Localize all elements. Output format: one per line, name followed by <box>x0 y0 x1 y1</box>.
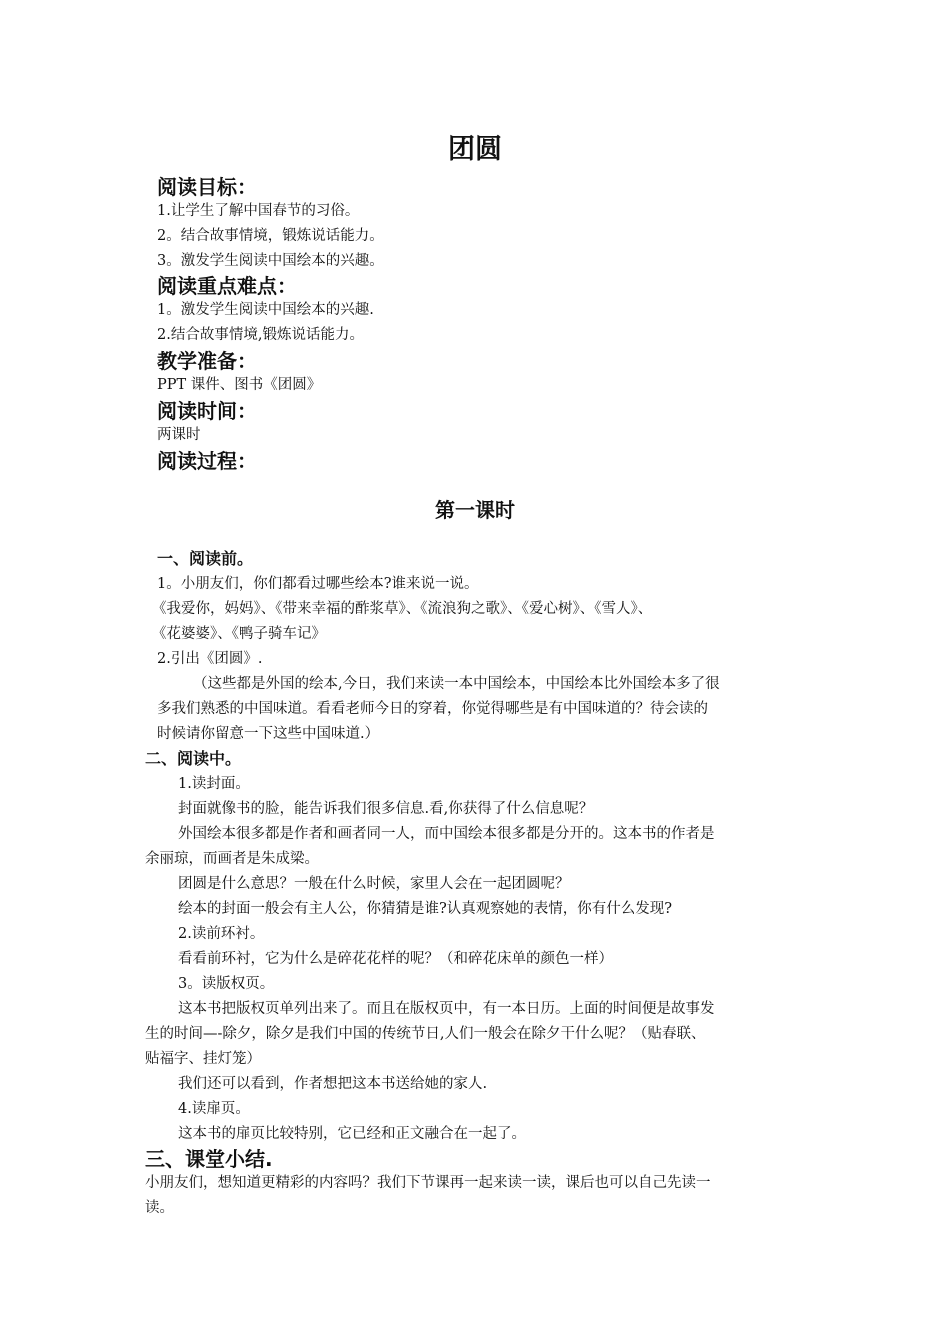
goal-item-1: 1.让学生了解中国春节的习俗。 <box>157 203 360 219</box>
before-line-3: 《花婆婆》、《鸭子骑车记》 <box>152 626 326 642</box>
time-heading: 阅读时间： <box>157 399 257 423</box>
during-line-3: 外国绘本很多都是作者和画者同一人，而中国绘本很多都是分开的。这本书的作者是 <box>178 826 715 842</box>
during-line-7: 2.读前环衬。 <box>178 926 265 942</box>
key-point-2: 2.结合故事情境,锻炼说话能力。 <box>157 327 364 343</box>
during-line-13: 我们还可以看到，作者想把这本书送给她的家人. <box>178 1076 488 1092</box>
document-title: 团圆 <box>448 134 502 165</box>
during-line-15: 这本书的扉页比较特别，它已经和正文融合在一起了。 <box>178 1126 526 1142</box>
before-line-1: 1。小朋友们，你们都看过哪些绘本?谁来说一说。 <box>157 576 479 592</box>
during-line-12: 贴福字、挂灯笼） <box>145 1051 261 1067</box>
goals-heading: 阅读目标： <box>157 175 257 199</box>
before-line-7: 时候请你留意一下这些中国味道.） <box>157 726 380 742</box>
key-points-heading: 阅读重点难点： <box>157 274 297 298</box>
goal-item-2: 2。结合故事情境，锻炼说话能力。 <box>157 228 384 244</box>
before-line-2: 《我爱你，妈妈》、《带来幸福的酢浆草》、《流浪狗之歌》、《爱心树》、《雪人》、 <box>152 601 653 617</box>
during-line-14: 4.读扉页。 <box>178 1101 250 1117</box>
prep-heading: 教学准备： <box>157 349 257 373</box>
goal-item-3: 3。激发学生阅读中国绘本的兴趣。 <box>157 253 384 269</box>
key-point-1: 1。激发学生阅读中国绘本的兴趣. <box>157 302 374 318</box>
before-line-5: （这些都是外国的绘本,今日，我们来读一本中国绘本，中国绘本比外国绘本多了很 <box>193 676 720 692</box>
during-line-10: 这本书把版权页单列出来了。而且在版权页中，有一本日历。上面的时间便是故事发 <box>178 1001 715 1017</box>
before-line-4: 2.引出《团圆》. <box>157 651 263 667</box>
process-heading: 阅读过程： <box>157 449 257 473</box>
prep-text: PPT 课件、图书《团圆》 <box>157 377 322 393</box>
during-line-9: 3。读版权页。 <box>178 976 275 992</box>
summary-line-2: 读。 <box>145 1200 174 1216</box>
during-line-8: 看看前环衬，它为什么是碎花花样的呢？（和碎花床单的颜色一样） <box>178 951 613 967</box>
before-line-6: 多我们熟悉的中国味道。看看老师今日的穿着，你觉得哪些是有中国味道的？待会读的 <box>157 701 708 717</box>
during-heading: 二、阅读中。 <box>145 749 242 768</box>
during-line-4: 余丽琼，而画者是朱成梁。 <box>145 851 319 867</box>
summary-heading: 三、课堂小结. <box>145 1147 273 1171</box>
time-text: 两课时 <box>157 427 201 443</box>
during-line-1: 1.读封面。 <box>178 776 250 792</box>
during-line-11: 生的时间—-除夕，除夕是我们中国的传统节日,人们一般会在除夕干什么呢？（贴春联、 <box>145 1026 706 1042</box>
before-heading: 一、阅读前。 <box>157 549 254 568</box>
during-line-5: 团圆是什么意思？一般在什么时候，家里人会在一起团圆呢？ <box>178 876 570 892</box>
summary-line-1: 小朋友们，想知道更精彩的内容吗？我们下节课再一起来读一读，课后也可以自己先读一 <box>145 1175 711 1191</box>
during-line-2: 封面就像书的脸，能告诉我们很多信息.看,你获得了什么信息呢？ <box>178 801 594 817</box>
during-line-6: 绘本的封面一般会有主人公，你猜猜是谁?认真观察她的表情，你有什么发现? <box>178 901 673 917</box>
lesson-title: 第一课时 <box>435 498 515 522</box>
